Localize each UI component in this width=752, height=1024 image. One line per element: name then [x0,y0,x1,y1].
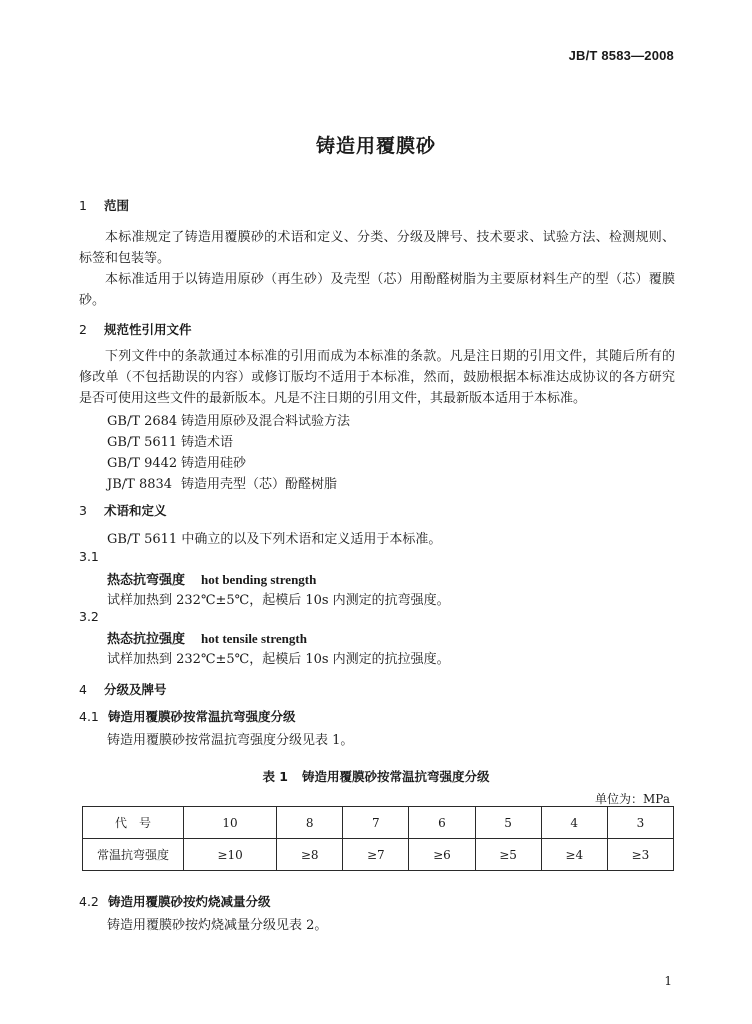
term-chinese: 热态抗拉强度 [107,632,186,647]
section-title: 范围 [104,198,130,213]
grade-table [82,806,674,871]
term-english: hot tensile strength [201,631,307,646]
reference-title: 铸造术语 [181,435,234,450]
row-header: 常温抗弯强度 [83,839,184,871]
section-4-heading [79,680,167,698]
reference-title: 铸造用原砂及混合料试验方法 [181,414,351,429]
table-cell: 7 [343,807,409,839]
table-cell: 10 [184,807,277,839]
term-entry [107,628,307,647]
table-number: 表 1 [262,769,289,784]
normative-reference [107,410,350,429]
row-header: 代 号 [83,807,184,839]
table-caption [0,767,752,785]
section-title: 术语和定义 [104,503,167,518]
section-1-paragraph-2: 本标准适用于以铸造用原砂（再生砂）及壳型（芯）用酚醛树脂为主要原材料生产的型（芯）覆膜砂。 [79,272,675,308]
subsection-title: 铸造用覆膜砂按常温抗弯强度分级 [108,709,296,724]
table-cell: 3 [607,807,673,839]
section-1-paragraph-1: 本标准规定了铸造用覆膜砂的术语和定义、分类、分级及牌号、技术要求、试验方法、检测规则、标签和包装等。 [79,230,675,266]
section-title: 分级及牌号 [104,682,167,697]
reference-code: GB/T 2684 [107,414,178,429]
normative-reference [107,431,233,450]
table-cell: ≥3 [607,839,673,871]
section-number: 3 [79,503,87,518]
reference-title: 铸造用壳型（芯）酚醛树脂 [181,477,338,492]
table-title: 铸造用覆膜砂按常温抗弯强度分级 [302,769,490,784]
section-number: 1 [79,198,87,213]
table-cell: ≥5 [475,839,541,871]
subsection-4-1-heading [79,707,296,725]
page-number: 1 [664,974,672,988]
subsection-4-2-paragraph: 铸造用覆膜砂按灼烧减量分级见表 2。 [107,918,328,933]
reference-code: JB/T 8834 [107,477,173,492]
section-title: 规范性引用文件 [104,322,192,337]
standard-code: JB/T 8583—2008 [568,48,674,63]
table-cell: ≥10 [184,839,277,871]
table-cell: 5 [475,807,541,839]
section-3-heading [79,501,167,519]
term-chinese: 热态抗弯强度 [107,573,186,588]
subsection-4-2-heading [79,892,271,910]
subsection-number: 4.2 [79,894,99,909]
normative-reference [107,473,337,492]
normative-reference [107,452,246,471]
section-1-heading [79,196,129,214]
subsection-4-1-paragraph: 铸造用覆膜砂按常温抗弯强度分级见表 1。 [107,733,354,748]
reference-code: GB/T 9442 [107,456,178,471]
table-cell: ≥7 [343,839,409,871]
table-cell: 6 [409,807,475,839]
table-cell: ≥8 [277,839,343,871]
clause-number: 3.2 [79,609,99,624]
term-entry [107,569,316,588]
section-2-paragraph-1: 下列文件中的条款通过本标准的引用而成为本标准的条款。凡是注日期的引用文件，其随后所有的修改单（不包括勘误的内容）或修订版均不适用于本标准，然而，鼓励根据本标准达成协议的各方研究是否可使用这些文件的最新版本。凡是不注日期的引用文件，其最新版本适用于本标准。 [79,349,675,406]
reference-title: 铸造用硅砂 [181,456,247,471]
table-unit: 单位为：MPa [595,792,670,806]
section-number: 2 [79,322,87,337]
term-definition: 试样加热到 232℃±5℃，起模后 10s 内测定的抗弯强度。 [107,593,450,608]
table-cell: ≥4 [541,839,607,871]
subsection-number: 4.1 [79,709,99,724]
document-title: 铸造用覆膜砂 [315,135,436,157]
table-cell: 4 [541,807,607,839]
reference-code: GB/T 5611 [107,435,178,450]
section-3-paragraph-1: GB/T 5611 中确立的以及下列术语和定义适用于本标准。 [107,532,442,547]
term-definition: 试样加热到 232℃±5℃，起模后 10s 内测定的抗拉强度。 [107,652,450,667]
section-number: 4 [79,682,87,697]
clause-number: 3.1 [79,549,99,564]
subsection-title: 铸造用覆膜砂按灼烧减量分级 [108,894,271,909]
table-row [83,839,674,871]
table-row [83,807,674,839]
table-cell: ≥6 [409,839,475,871]
term-english: hot bending strength [201,572,317,587]
section-2-heading [79,320,192,338]
table-cell: 8 [277,807,343,839]
